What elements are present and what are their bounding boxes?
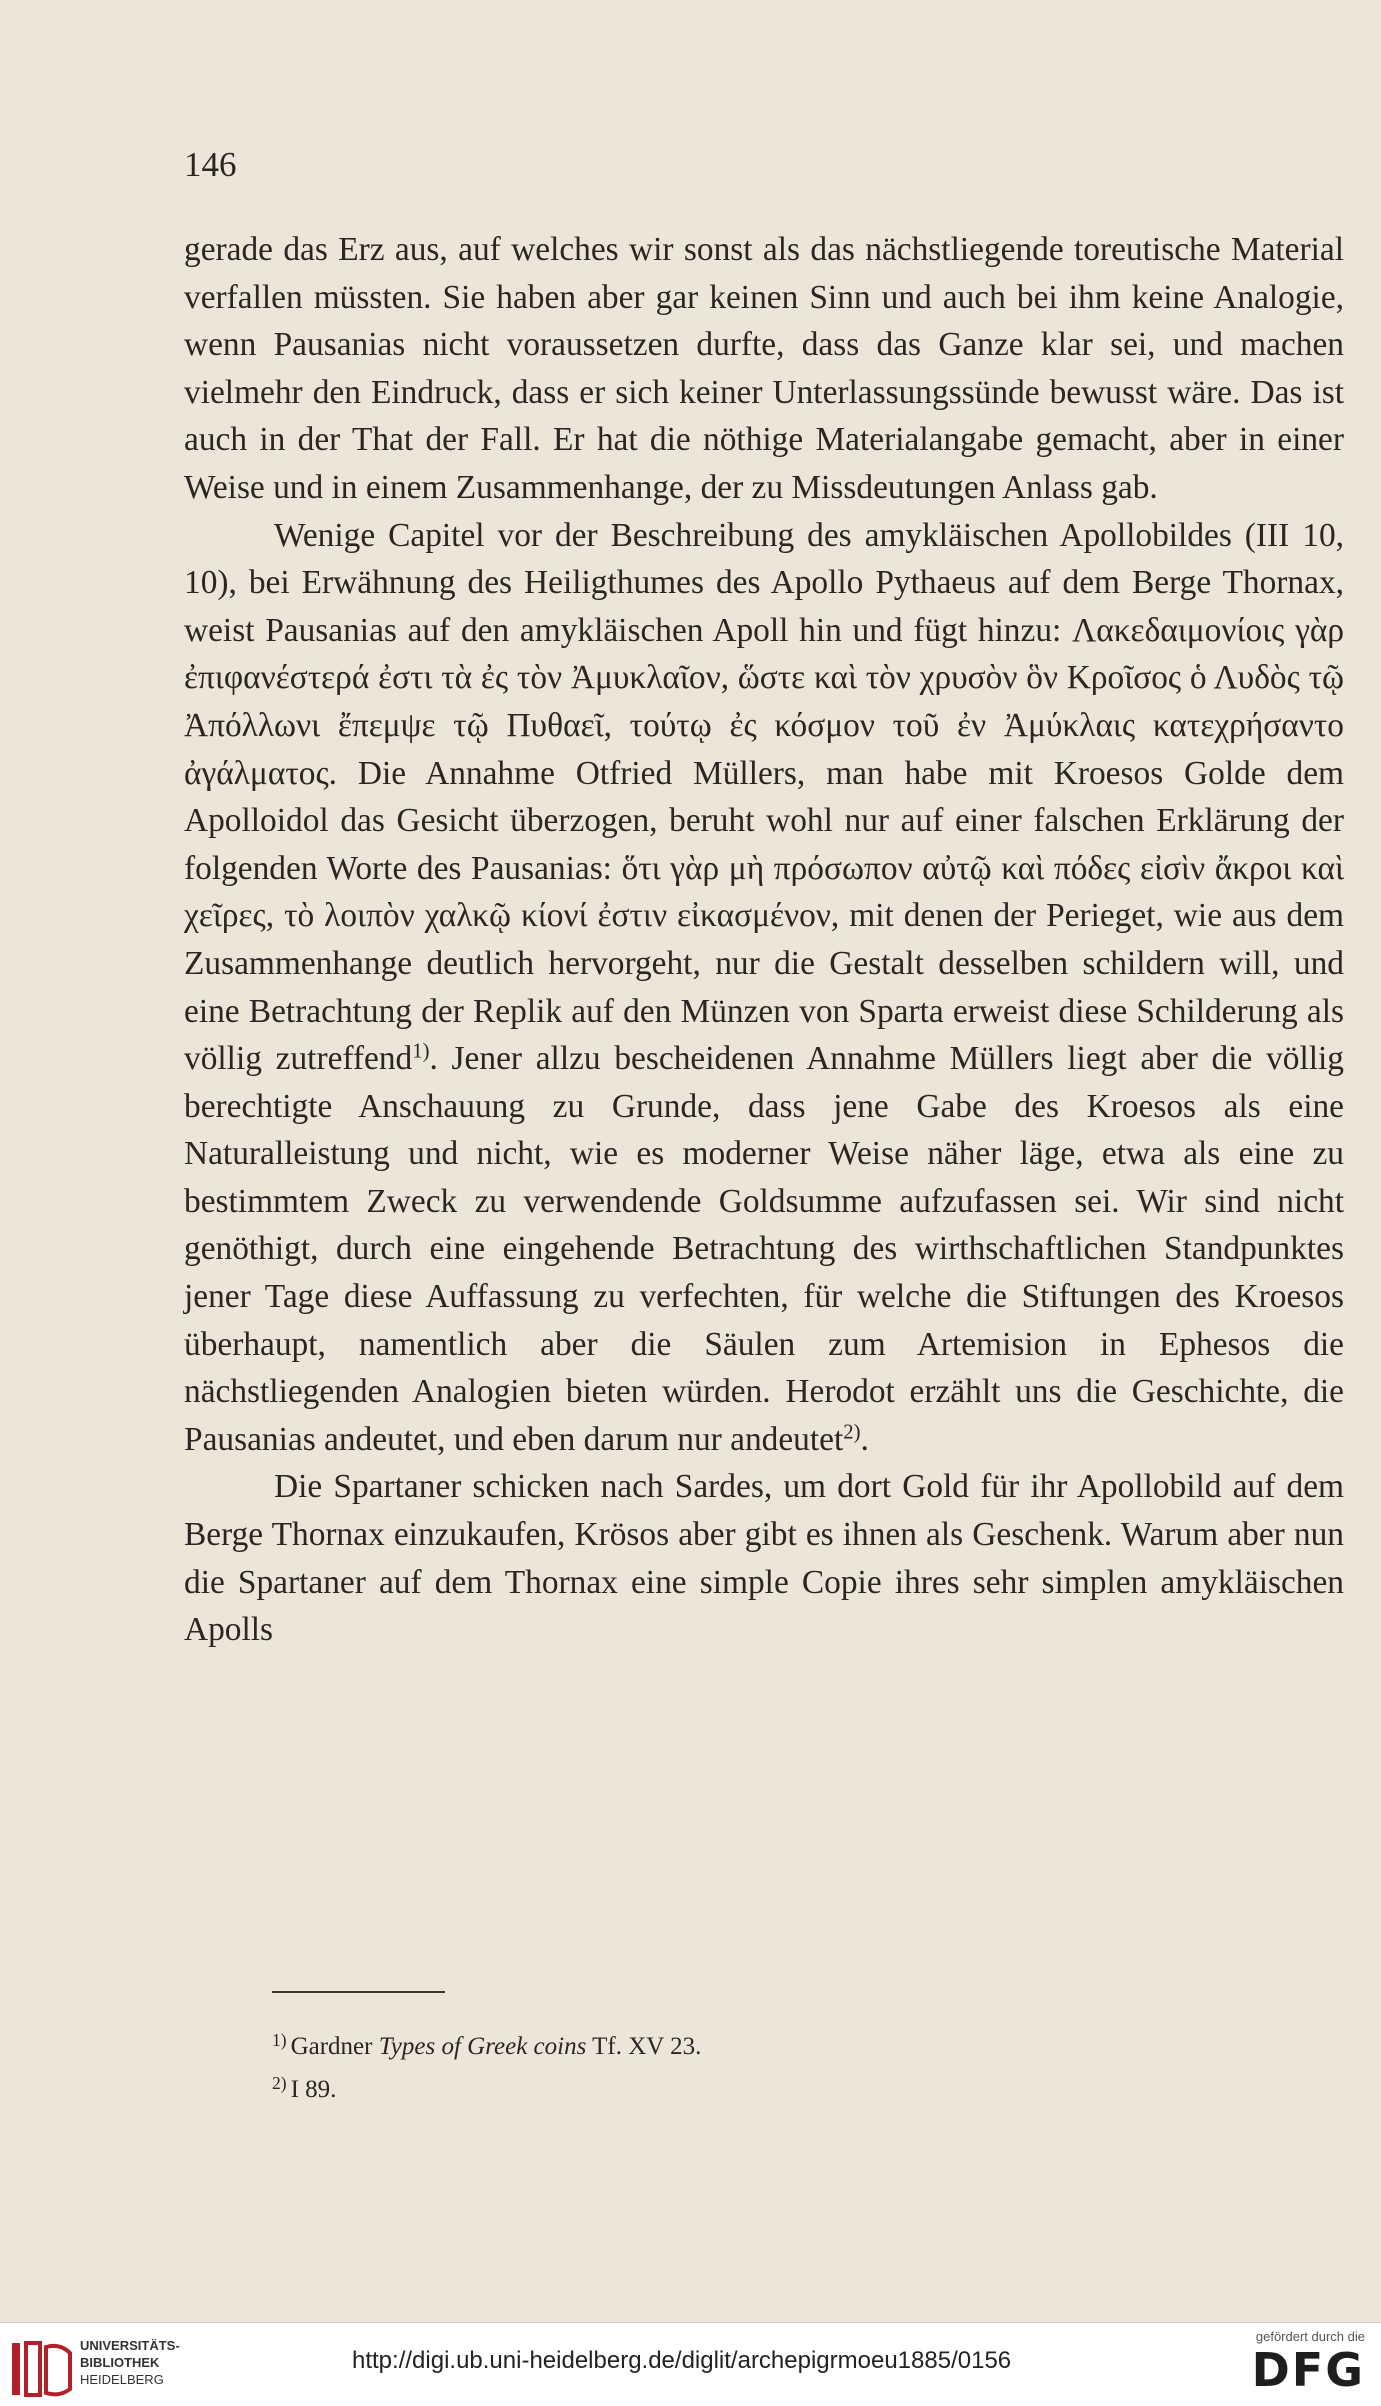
footnote-2 [272,2065,701,2108]
funder-block [1205,2329,1365,2396]
footnote-1-ref: Tf. XV 23. [586,2032,702,2060]
footnote-1-number: 1) [272,2030,287,2050]
dfg-logo: DFG [1251,2343,1365,2397]
paragraph-2 [184,512,1344,1464]
footnote-1-title: Types of Greek coins [378,2032,587,2060]
footnote-ref-1: 1) [412,1040,430,1063]
paragraph-2-part-c: . [860,1420,869,1458]
footnote-2-text: I 89. [290,2075,337,2103]
paragraph-3: Die Spartaner schicken nach Sardes, um dort Gold für ihr Apollobild auf dem Berge Thornax einzukaufen, Krösos aber gibt es ihnen als Geschenk. Warum aber nun die Spartaner auf dem Thornax eine simple Copie ihres sehr simplen amykläischen Apolls [184,1468,1344,1649]
paragraph-2-part-a: Wenige Capitel vor der Beschreibung des amykläischen Apollobildes (III 10, 10), bei Erwähnung des Heiligthumes des Apollo Pythaeus auf dem Berge Thornax, weist Pausanias auf den amykläischen Apoll hin und fügt hinzu: Λακεδαιμονίοις γὰρ ἐπιφανέστερά ἐστι τὰ ἐς τὸν Ἀμυκλαῖον, ὥστε καὶ τὸν χρυσὸν ὃν Κροῖσος ὁ Λυδὸς τῷ Ἀπόλλωνι ἔπεμψε τῷ Πυθαεῖ, τούτῳ ἐς κόσμον τοῦ ἐν Ἀμύκλαις κατεχρήσαντο ἀγάλματος. Die Annahme Otfried Müllers, man habe mit Kroesos Golde dem Apolloidol das Gesicht überzogen, beruht wohl nur auf einer falschen Erklärung der folgenden Worte des Pausanias: ὅτι γὰρ μὴ πρόσωπον αὐτῷ καὶ πόδες εἰσὶν ἄκροι καὶ χεῖρες, τὸ λοιπὸν χαλκῷ κίονί ἐστιν εἰκασμένον, mit denen der Perieget, wie aus dem Zusammenhange deutlich hervorgeht, nur die Gestalt desselben schildern will, und eine Betrachtung der Replik auf den Münzen von Sparta erweist diese Schilderung als völlig zutreffend [184,516,1344,1078]
footnote-divider [272,1991,445,1993]
page-number: 146 [184,145,237,184]
source-url[interactable]: http://digi.ub.uni-heidelberg.de/diglit/archepigrmoeu1885/0156 [352,2347,1012,2374]
library-name [80,2337,180,2388]
footnote-1 [272,2022,701,2065]
body-text [184,226,1344,1654]
funder-text: gefördert durch die [1255,2329,1365,2344]
library-name-line-2: BIBLIOTHEK [80,2355,160,2370]
paragraph-2-part-b: . Jener allzu bescheidenen Annahme Müllers liegt aber die völlig berechtigte Anschauung zu Grunde, dass jene Gabe des Kroesos als eine Naturalleistung und nicht, wie es moderner Weise näher läge, etwa als eine zu bestimmtem Zweck zu verwendende Goldsumme aufzufassen sei. Wir sind nicht genöthigt, durch eine eingehende Betrachtung des wirthschaftlichen Standpunktes jener Tage diese Auffassung zu verfechten, für welche die Stiftungen des Kroesos überhaupt, namentlich aber die Säulen zum Artemision in Ephesos die nächstliegenden Analogien bieten würden. Herodot erzählt uns die Geschichte, die Pausanias andeutet, und eben darum nur andeutet [184,1040,1344,1458]
footnote-ref-2: 2) [843,1421,861,1444]
library-name-line-3: HEIDELBERG [80,2372,164,2387]
paragraph-1: gerade das Erz aus, auf welches wir sonst als das nächstliegende toreutische Material verfallen müssten. Sie haben aber gar keinen Sinn und auch bei ihm keine Analogie, wenn Pausanias nicht voraussetzen durfte, dass das Ganze klar sei, und machen vielmehr den Eindruck, dass er sich keiner Unterlassungssünde bewusst wäre. Das ist auch in der That der Fall. Er hat die nöthige Materialangabe gemacht, aber in einer Weise und in einem Zusammenhange, der zu Missdeutungen Anlass gab. [184,231,1344,506]
ub-heidelberg-logo-icon [10,2339,76,2399]
footnote-2-number: 2) [272,2072,287,2093]
footnotes [272,2022,701,2108]
digitization-footer [0,2322,1381,2406]
library-name-line-1: UNIVERSITÄTS- [80,2338,180,2353]
footnote-1-text: Gardner [290,2032,379,2060]
